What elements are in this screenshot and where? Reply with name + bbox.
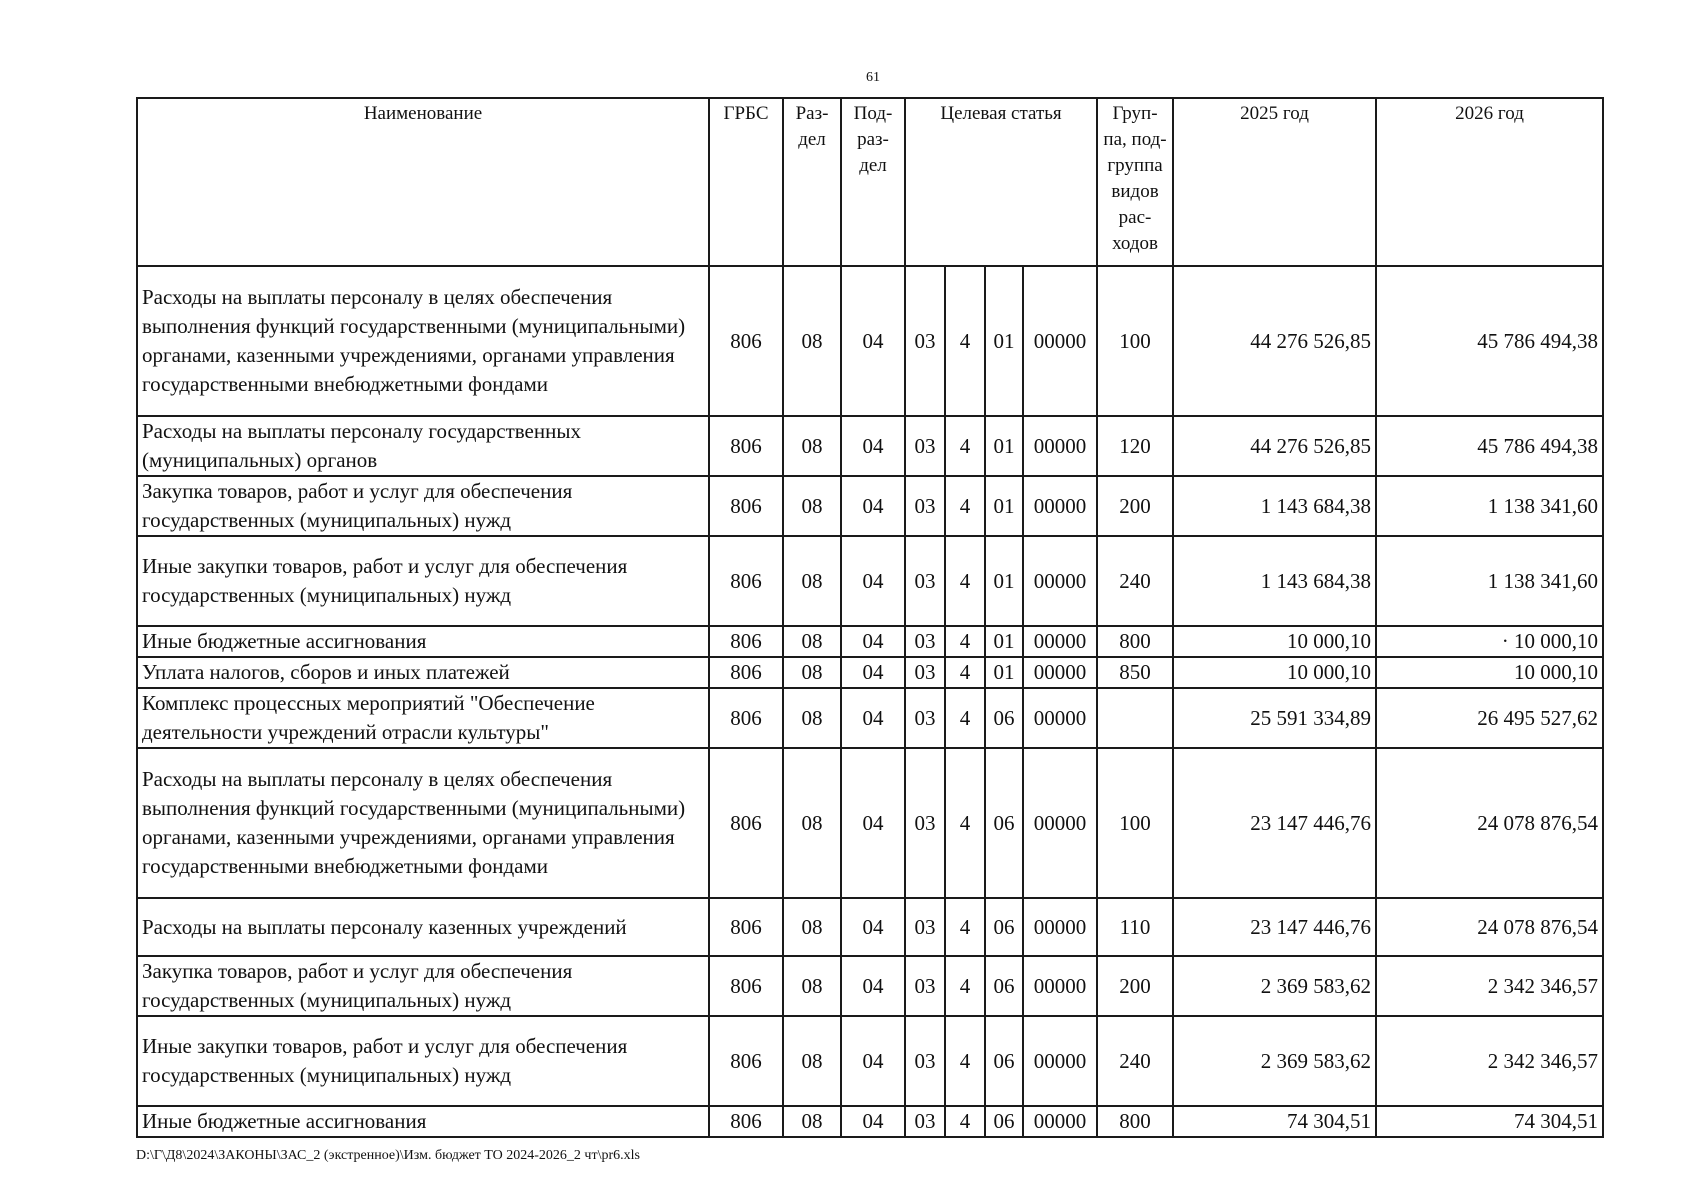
row-name: Иные бюджетные ассигнования bbox=[137, 626, 709, 657]
podrazdel-cell: 04 bbox=[841, 898, 905, 956]
target-direction-cell: 00000 bbox=[1023, 536, 1097, 626]
group-cell: 200 bbox=[1097, 476, 1173, 536]
header-2025: 2025 год bbox=[1173, 98, 1376, 266]
amount-2025: 1 143 684,38 bbox=[1173, 536, 1376, 626]
budget-table bbox=[136, 97, 1604, 1138]
group-cell: 850 bbox=[1097, 657, 1173, 688]
target-complex-cell: 01 bbox=[985, 536, 1023, 626]
target-direction-cell: 00000 bbox=[1023, 898, 1097, 956]
razdel-cell: 08 bbox=[783, 898, 841, 956]
target-type-cell: 4 bbox=[945, 748, 985, 898]
amount-2026: 24 078 876,54 bbox=[1376, 898, 1603, 956]
podrazdel-cell: 04 bbox=[841, 266, 905, 416]
target-program-cell: 03 bbox=[905, 1106, 945, 1137]
target-complex-cell: 06 bbox=[985, 956, 1023, 1016]
table-row bbox=[137, 416, 1603, 476]
razdel-cell: 08 bbox=[783, 688, 841, 748]
row-name: Иные закупки товаров, работ и услуг для обеспечения государственных (муниципальных) нужд bbox=[137, 1016, 709, 1106]
table-row bbox=[137, 657, 1603, 688]
grbs-cell: 806 bbox=[709, 657, 783, 688]
page-number: 61 bbox=[866, 70, 880, 85]
amount-2025: 10 000,10 bbox=[1173, 626, 1376, 657]
target-complex-cell: 01 bbox=[985, 476, 1023, 536]
table-row bbox=[137, 956, 1603, 1016]
amount-2025: 44 276 526,85 bbox=[1173, 416, 1376, 476]
target-complex-cell: 06 bbox=[985, 1106, 1023, 1137]
target-type-cell: 4 bbox=[945, 688, 985, 748]
target-direction-cell: 00000 bbox=[1023, 476, 1097, 536]
group-cell: 800 bbox=[1097, 626, 1173, 657]
podrazdel-cell: 04 bbox=[841, 476, 905, 536]
row-name: Расходы на выплаты персоналу государственных (муниципальных) органов bbox=[137, 416, 709, 476]
amount-2026: 74 304,51 bbox=[1376, 1106, 1603, 1137]
grbs-cell: 806 bbox=[709, 626, 783, 657]
amount-2026: 45 786 494,38 bbox=[1376, 266, 1603, 416]
amount-2026: 1 138 341,60 bbox=[1376, 476, 1603, 536]
header-row bbox=[137, 98, 1603, 266]
header-target: Целевая статья bbox=[905, 98, 1097, 266]
target-type-cell: 4 bbox=[945, 626, 985, 657]
group-cell: 100 bbox=[1097, 748, 1173, 898]
group-cell: 120 bbox=[1097, 416, 1173, 476]
target-direction-cell: 00000 bbox=[1023, 626, 1097, 657]
header-razdel: Раз- дел bbox=[783, 98, 841, 266]
target-direction-cell: 00000 bbox=[1023, 416, 1097, 476]
target-program-cell: 03 bbox=[905, 748, 945, 898]
group-cell: 200 bbox=[1097, 956, 1173, 1016]
table-row bbox=[137, 626, 1603, 657]
header-name: Наименование bbox=[137, 98, 709, 266]
target-direction-cell: 00000 bbox=[1023, 956, 1097, 1016]
header-grbs: ГРБС bbox=[709, 98, 783, 266]
target-direction-cell: 00000 bbox=[1023, 1016, 1097, 1106]
row-name: Комплекс процессных мероприятий "Обеспечение деятельности учреждений отрасли культуры" bbox=[137, 688, 709, 748]
row-name: Закупка товаров, работ и услуг для обеспечения государственных (муниципальных) нужд bbox=[137, 956, 709, 1016]
target-type-cell: 4 bbox=[945, 956, 985, 1016]
row-name: Расходы на выплаты персоналу казенных учреждений bbox=[137, 898, 709, 956]
grbs-cell: 806 bbox=[709, 536, 783, 626]
amount-2025: 23 147 446,76 bbox=[1173, 748, 1376, 898]
amount-2025: 1 143 684,38 bbox=[1173, 476, 1376, 536]
grbs-cell: 806 bbox=[709, 1106, 783, 1137]
target-direction-cell: 00000 bbox=[1023, 1106, 1097, 1137]
table-row bbox=[137, 1106, 1603, 1137]
podrazdel-cell: 04 bbox=[841, 1106, 905, 1137]
amount-2026: 10 000,10 bbox=[1376, 657, 1603, 688]
grbs-cell: 806 bbox=[709, 1016, 783, 1106]
amount-2025: 2 369 583,62 bbox=[1173, 1016, 1376, 1106]
target-type-cell: 4 bbox=[945, 416, 985, 476]
grbs-cell: 806 bbox=[709, 266, 783, 416]
amount-2025: 44 276 526,85 bbox=[1173, 266, 1376, 416]
amount-2025: 74 304,51 bbox=[1173, 1106, 1376, 1137]
razdel-cell: 08 bbox=[783, 657, 841, 688]
grbs-cell: 806 bbox=[709, 956, 783, 1016]
header-podrazdel: Под- раз- дел bbox=[841, 98, 905, 266]
row-name: Расходы на выплаты персоналу в целях обеспечения выполнения функций государственными (муниципальными) органами, казенными учреждениями, органами управления государственными внебюджетными фондами bbox=[137, 266, 709, 416]
amount-2026: 26 495 527,62 bbox=[1376, 688, 1603, 748]
amount-2025: 25 591 334,89 bbox=[1173, 688, 1376, 748]
podrazdel-cell: 04 bbox=[841, 626, 905, 657]
target-complex-cell: 01 bbox=[985, 416, 1023, 476]
grbs-cell: 806 bbox=[709, 476, 783, 536]
table-row bbox=[137, 688, 1603, 748]
grbs-cell: 806 bbox=[709, 688, 783, 748]
row-name: Закупка товаров, работ и услуг для обеспечения государственных (муниципальных) нужд bbox=[137, 476, 709, 536]
target-program-cell: 03 bbox=[905, 626, 945, 657]
podrazdel-cell: 04 bbox=[841, 748, 905, 898]
razdel-cell: 08 bbox=[783, 1016, 841, 1106]
amount-2025: 10 000,10 bbox=[1173, 657, 1376, 688]
razdel-cell: 08 bbox=[783, 416, 841, 476]
podrazdel-cell: 04 bbox=[841, 536, 905, 626]
table-row bbox=[137, 536, 1603, 626]
razdel-cell: 08 bbox=[783, 266, 841, 416]
header-2026: 2026 год bbox=[1376, 98, 1603, 266]
target-program-cell: 03 bbox=[905, 536, 945, 626]
table-row bbox=[137, 748, 1603, 898]
target-complex-cell: 01 bbox=[985, 626, 1023, 657]
table-row bbox=[137, 1016, 1603, 1106]
amount-2026: · 10 000,10 bbox=[1376, 626, 1603, 657]
group-cell: 240 bbox=[1097, 1016, 1173, 1106]
razdel-cell: 08 bbox=[783, 536, 841, 626]
group-cell: 240 bbox=[1097, 536, 1173, 626]
target-program-cell: 03 bbox=[905, 956, 945, 1016]
header-group: Груп- па, под- группа видов рас- ходов bbox=[1097, 98, 1173, 266]
razdel-cell: 08 bbox=[783, 626, 841, 657]
target-direction-cell: 00000 bbox=[1023, 688, 1097, 748]
target-program-cell: 03 bbox=[905, 476, 945, 536]
target-complex-cell: 06 bbox=[985, 898, 1023, 956]
target-program-cell: 03 bbox=[905, 416, 945, 476]
group-cell bbox=[1097, 688, 1173, 748]
target-program-cell: 03 bbox=[905, 657, 945, 688]
target-complex-cell: 01 bbox=[985, 657, 1023, 688]
target-program-cell: 03 bbox=[905, 898, 945, 956]
amount-2026: 45 786 494,38 bbox=[1376, 416, 1603, 476]
group-cell: 110 bbox=[1097, 898, 1173, 956]
target-program-cell: 03 bbox=[905, 266, 945, 416]
target-complex-cell: 06 bbox=[985, 748, 1023, 898]
target-type-cell: 4 bbox=[945, 657, 985, 688]
razdel-cell: 08 bbox=[783, 956, 841, 1016]
target-type-cell: 4 bbox=[945, 1106, 985, 1137]
podrazdel-cell: 04 bbox=[841, 688, 905, 748]
target-complex-cell: 01 bbox=[985, 266, 1023, 416]
razdel-cell: 08 bbox=[783, 748, 841, 898]
target-type-cell: 4 bbox=[945, 266, 985, 416]
target-direction-cell: 00000 bbox=[1023, 266, 1097, 416]
table-row bbox=[137, 266, 1603, 416]
podrazdel-cell: 04 bbox=[841, 416, 905, 476]
group-cell: 800 bbox=[1097, 1106, 1173, 1137]
amount-2026: 2 342 346,57 bbox=[1376, 1016, 1603, 1106]
row-name: Расходы на выплаты персоналу в целях обеспечения выполнения функций государственными (муниципальными) органами, казенными учреждениями, органами управления государственными внебюджетными фондами bbox=[137, 748, 709, 898]
amount-2026: 24 078 876,54 bbox=[1376, 748, 1603, 898]
grbs-cell: 806 bbox=[709, 898, 783, 956]
podrazdel-cell: 04 bbox=[841, 1016, 905, 1106]
podrazdel-cell: 04 bbox=[841, 956, 905, 1016]
podrazdel-cell: 04 bbox=[841, 657, 905, 688]
target-direction-cell: 00000 bbox=[1023, 748, 1097, 898]
row-name: Иные бюджетные ассигнования bbox=[137, 1106, 709, 1137]
amount-2025: 2 369 583,62 bbox=[1173, 956, 1376, 1016]
target-complex-cell: 06 bbox=[985, 1016, 1023, 1106]
target-program-cell: 03 bbox=[905, 688, 945, 748]
target-program-cell: 03 bbox=[905, 1016, 945, 1106]
target-type-cell: 4 bbox=[945, 898, 985, 956]
target-direction-cell: 00000 bbox=[1023, 657, 1097, 688]
target-type-cell: 4 bbox=[945, 476, 985, 536]
razdel-cell: 08 bbox=[783, 476, 841, 536]
amount-2026: 1 138 341,60 bbox=[1376, 536, 1603, 626]
amount-2025: 23 147 446,76 bbox=[1173, 898, 1376, 956]
grbs-cell: 806 bbox=[709, 416, 783, 476]
row-name: Иные закупки товаров, работ и услуг для обеспечения государственных (муниципальных) нужд bbox=[137, 536, 709, 626]
row-name: Уплата налогов, сборов и иных платежей bbox=[137, 657, 709, 688]
target-type-cell: 4 bbox=[945, 536, 985, 626]
target-complex-cell: 06 bbox=[985, 688, 1023, 748]
grbs-cell: 806 bbox=[709, 748, 783, 898]
target-type-cell: 4 bbox=[945, 1016, 985, 1106]
table-row bbox=[137, 476, 1603, 536]
group-cell: 100 bbox=[1097, 266, 1173, 416]
amount-2026: 2 342 346,57 bbox=[1376, 956, 1603, 1016]
table-row bbox=[137, 898, 1603, 956]
razdel-cell: 08 bbox=[783, 1106, 841, 1137]
file-path-footer: D:\Г\Д8\2024\ЗАКОНЫ\ЗАС_2 (экстренное)\Изм. бюджет ТО 2024-2026_2 чт\pr6.xls bbox=[136, 1148, 640, 1163]
